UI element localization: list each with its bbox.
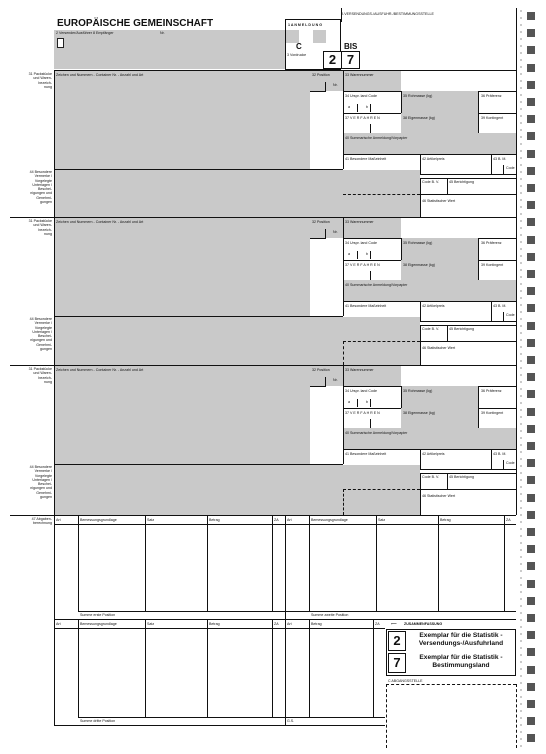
perforation-dot: [520, 535, 522, 537]
abgaben-label: 47 Abgaben- berechnung: [31, 517, 52, 526]
edge-mark: [527, 270, 535, 278]
perforation-dot: [520, 38, 522, 40]
code-bv-label-2: Code B. V.: [422, 327, 440, 331]
abgaben-betrag-1: Betrag: [209, 518, 220, 522]
anmeldung-label: 1 A N M E L D U N G: [288, 23, 323, 27]
edge-mark: [527, 46, 535, 54]
abgaben-za-2: ZA: [506, 518, 511, 522]
perforation-dot: [520, 234, 522, 236]
besondere-label-2: 44 Besondere Vermerke / Vorgelegte Unterlagen / Beschei- nigungen und Genehmi- gungen: [29, 317, 52, 352]
ursprung-b-3: b: [366, 400, 368, 404]
abgaben-bemessung-3: Bemessungsgrundlage: [80, 622, 117, 626]
kontingent-label-1: 39 Kontingent: [481, 116, 504, 120]
perforation-dot: [520, 451, 522, 453]
abgaben-art-2: Art: [287, 518, 292, 522]
bm-label-1: 43 B. M.: [493, 157, 507, 161]
ursprung-a-3: a: [348, 400, 350, 404]
perforation-dot: [520, 458, 522, 460]
perforation-dot: [520, 136, 522, 138]
nr-label-1: Nr.: [333, 83, 338, 87]
abgaben-bemessung-1: Bemessungsgrundlage: [80, 518, 117, 522]
perforation-dot: [520, 717, 522, 719]
perforation-dot: [520, 353, 522, 355]
kontingent-label-3: 39 Kontingent: [481, 411, 504, 415]
verfahren-label-3: 37 V E R F A H R E N: [345, 411, 380, 415]
abgaben-betrag-4: Betrag: [311, 622, 322, 626]
perforation-dot: [520, 157, 522, 159]
edge-mark: [527, 528, 535, 536]
artikelpreis-label-1: 42 Artikelpreis: [422, 157, 445, 161]
besondere-label-1: 44 Besondere Vermerke / Vorgelegte Unterlagen / Beschei- nigungen und Genehmi- gungen: [29, 170, 52, 205]
ursprung-a-1: a: [348, 105, 350, 109]
edge-mark: [527, 218, 535, 226]
perforation-dot: [520, 17, 522, 19]
edge-mark: [527, 511, 535, 519]
perforation-dot: [520, 297, 522, 299]
massenheit-label-2: 41 Besondere Maßeinheit: [345, 304, 387, 308]
stat-wert-label-1: 46 Statistischer Wert: [422, 199, 456, 203]
edge-mark: [527, 666, 535, 674]
edge-mark: [527, 132, 535, 140]
perforation-dot: [520, 416, 522, 418]
edge-mark: [527, 115, 535, 123]
perforation-dot: [520, 185, 522, 187]
form-title: EUROPÄISCHE GEMEINSCHAFT: [57, 18, 214, 29]
perforation-dot: [520, 360, 522, 362]
perforation-dot: [520, 479, 522, 481]
abgaben-satz-3: Satz: [147, 622, 155, 626]
copy-number-left: 2: [323, 51, 342, 69]
verfahren-label-2: 37 V E R F A H R E N: [345, 263, 380, 267]
perforation-dot: [520, 108, 522, 110]
edge-mark: [527, 236, 535, 244]
abgaben-art-3: Art: [56, 622, 61, 626]
warennummer-label-3: 33 Warennummer: [345, 368, 374, 372]
edge-mark: [527, 425, 535, 433]
perforation-dot: [520, 703, 522, 705]
perforation-dot: [520, 556, 522, 558]
praferenz-label-3: 36 Präferenz: [481, 389, 502, 393]
perforation-dot: [520, 654, 522, 656]
code-bv-label-3: Code B. V.: [422, 475, 440, 479]
perforation-dot: [520, 164, 522, 166]
warennummer-label-2: 33 Warennummer: [345, 220, 374, 224]
perforation-dot: [520, 171, 522, 173]
packstucke-label-2: 31 Packstücke und Waren- bezeich- nung: [28, 219, 52, 236]
massenheit-label-1: 41 Besondere Maßeinheit: [345, 157, 387, 161]
edge-mark: [527, 614, 535, 622]
eigenmasse-label-3: 38 Eigenmasse (kg): [403, 411, 435, 415]
perforation-dot: [520, 486, 522, 488]
zusammenfassung-arrow: ⟵: [391, 621, 398, 626]
summe-erste: Summe erste Position: [80, 613, 116, 617]
edge-mark: [527, 408, 535, 416]
perforation-dot: [520, 241, 522, 243]
perforation-dot: [520, 542, 522, 544]
perforation-dot: [520, 563, 522, 565]
description-area-1[interactable]: [54, 71, 310, 169]
perforation-dot: [520, 325, 522, 327]
perforation-dot: [520, 514, 522, 516]
summarische-label-3: 40 Summarische Anmeldung/Vorpapier: [345, 431, 408, 435]
perforation-dot: [520, 437, 522, 439]
perforation-dot: [520, 59, 522, 61]
edge-mark: [527, 184, 535, 192]
edge-mark: [527, 717, 535, 725]
summarische-label-1: 40 Summarische Anmeldung/Vorpapier: [345, 136, 408, 140]
perforation-dot: [520, 423, 522, 425]
bm-label-2: 43 B. M.: [493, 304, 507, 308]
edge-mark: [527, 287, 535, 295]
perforation-dot: [520, 283, 522, 285]
code-label-3: Code: [506, 461, 515, 465]
kontingent-label-2: 39 Kontingent: [481, 263, 504, 267]
edge-mark: [527, 734, 535, 742]
edge-mark: [527, 12, 535, 20]
perforation-dot: [520, 213, 522, 215]
perforation-dot: [520, 465, 522, 467]
exemplar-2-number: 2: [388, 631, 406, 651]
code-label-2: Code: [506, 313, 515, 317]
edge-mark: [527, 167, 535, 175]
perforation-dot: [520, 444, 522, 446]
stelle-label: A VERSENDUNGS-/AUSFUHR-/BESTIMMUNGSSTELLE: [341, 12, 434, 16]
perforation-dot: [520, 696, 522, 698]
edge-mark: [527, 322, 535, 330]
perforation-dot: [520, 66, 522, 68]
perforation-dot: [520, 724, 522, 726]
perforation-dot: [520, 682, 522, 684]
perforation-dot: [520, 689, 522, 691]
perforation-dot: [520, 367, 522, 369]
perforation-dot: [520, 605, 522, 607]
perforation-dot: [520, 332, 522, 334]
stat-wert-label-3: 46 Statistischer Wert: [422, 494, 456, 498]
perforation-dot: [520, 248, 522, 250]
bm-label-3: 43 B. M.: [493, 452, 507, 456]
perforation-dot: [520, 584, 522, 586]
perforation-dot: [520, 507, 522, 509]
perforation-dot: [520, 73, 522, 75]
perforation-dot: [520, 178, 522, 180]
edge-mark: [527, 304, 535, 312]
perforation-dot: [520, 255, 522, 257]
ursprung-label-1: 34 Urspr. land Code: [345, 94, 377, 98]
summe-zweite: Summe zweite Position: [311, 613, 349, 617]
perforation-dot: [520, 87, 522, 89]
besondere-label-3: 44 Besondere Vermerke / Vorgelegte Unterlagen / Beschei- nigungen und Genehmi- gungen: [29, 465, 52, 500]
edge-mark: [527, 390, 535, 398]
perforation-dot: [520, 577, 522, 579]
nr-label: Nr.: [160, 31, 165, 35]
perforation-dot: [520, 633, 522, 635]
perforation-dot: [520, 409, 522, 411]
gs-label: G.S.: [287, 719, 295, 723]
ursprung-label-3: 34 Urspr. land Code: [345, 389, 377, 393]
perforation-dot: [520, 129, 522, 131]
perforation-dot: [520, 668, 522, 670]
perforation-dot: [520, 94, 522, 96]
zeichen-label-1: Zeichen und Nummern - Container Nr. - Anzahl und Art: [56, 73, 144, 77]
perforation-dot: [520, 619, 522, 621]
perforation-dot: [520, 626, 522, 628]
perforation-dot: [520, 346, 522, 348]
copy-number-right: 7: [341, 51, 360, 69]
perforation-dot: [520, 710, 522, 712]
berichtigung-label-3: 45 Berichtigung: [449, 475, 474, 479]
summe-dritte: Summe dritte Position: [80, 719, 116, 723]
perforation-dot: [520, 45, 522, 47]
berichtigung-label-1: 45 Berichtigung: [449, 180, 474, 184]
rohmasse-label-2: 35 Rohmasse (kg): [403, 241, 433, 245]
position-label-3: 32 Position: [312, 368, 330, 372]
perforation-dot: [520, 381, 522, 383]
perforation-dot: [520, 388, 522, 390]
edge-mark: [527, 253, 535, 261]
abgaben-art-1: Art: [56, 518, 61, 522]
artikelpreis-label-2: 42 Artikelpreis: [422, 304, 445, 308]
abgaben-betrag-2: Betrag: [440, 518, 451, 522]
perforation-dot: [520, 31, 522, 33]
c-label: C: [296, 42, 302, 51]
perforation-dot: [520, 374, 522, 376]
edge-mark: [527, 64, 535, 72]
perforation-dot: [520, 122, 522, 124]
edge-mark: [527, 683, 535, 691]
perforation-dot: [520, 549, 522, 551]
ursprung-b-1: b: [366, 105, 368, 109]
rohmasse-label-3: 35 Rohmasse (kg): [403, 389, 433, 393]
perforation-dot: [520, 24, 522, 26]
bis-label: BIS: [344, 42, 358, 51]
packstucke-label-1: 31 Packstücke und Waren- bezeich- nung: [28, 72, 52, 89]
perforation-dot: [520, 570, 522, 572]
abgaben-za-3: ZA: [274, 622, 279, 626]
edge-mark: [527, 562, 535, 570]
edge-mark: [527, 201, 535, 209]
praferenz-label-2: 36 Präferenz: [481, 241, 502, 245]
anmeldung-field-2[interactable]: [313, 30, 326, 43]
edge-mark: [527, 81, 535, 89]
perforation-dot: [520, 276, 522, 278]
artikelpreis-label-3: 42 Artikelpreis: [422, 452, 445, 456]
edge-mark: [527, 150, 535, 158]
edge-mark: [527, 494, 535, 502]
position-label-1: 32 Position: [312, 73, 330, 77]
perforation-dot: [520, 493, 522, 495]
edge-mark: [527, 339, 535, 347]
edge-mark: [527, 648, 535, 656]
description-area-2[interactable]: [54, 218, 310, 316]
abgaben-za-4: ZA: [375, 622, 380, 626]
perforation-dot: [520, 115, 522, 117]
berichtigung-label-2: 45 Berichtigung: [449, 327, 474, 331]
perforation-dot: [520, 304, 522, 306]
abgangsstelle-label: C ABGANGSSTELLE: [388, 679, 423, 683]
edge-mark: [527, 98, 535, 106]
code-bv-label-1: Code B. V.: [422, 180, 440, 184]
exemplar-2-text: Exemplar für die Statistik - Versendungs-/Ausfuhrland: [418, 632, 504, 647]
edge-mark: [527, 476, 535, 484]
besondere-area-3[interactable]: [54, 465, 420, 515]
perforation-dot: [520, 731, 522, 733]
perforation-dot: [520, 675, 522, 677]
packstucke-label-3: 31 Packstücke und Waren- bezeich- nung: [28, 367, 52, 384]
perforation-dot: [520, 430, 522, 432]
perforation-dot: [520, 10, 522, 12]
sender-box[interactable]: [54, 30, 285, 69]
perforation-dot: [520, 52, 522, 54]
zeichen-label-2: Zeichen und Nummern - Container Nr. - Anzahl und Art: [56, 220, 144, 224]
abgaben-satz-1: Satz: [147, 518, 155, 522]
exemplar-7-number: 7: [388, 653, 406, 673]
perforation-dot: [520, 311, 522, 313]
abgaben-za-1: ZA: [274, 518, 279, 522]
perforation-dot: [520, 143, 522, 145]
perforation-dot: [520, 402, 522, 404]
abgaben-satz-2: Satz: [378, 518, 386, 522]
abgaben-betrag-3: Betrag: [209, 622, 220, 626]
perforation-dot: [520, 150, 522, 152]
perforation-dot: [520, 640, 522, 642]
perforation-dot: [520, 339, 522, 341]
perforation-dot: [520, 598, 522, 600]
eigenmasse-label-2: 38 Eigenmasse (kg): [403, 263, 435, 267]
sender-checkbox[interactable]: [57, 38, 64, 48]
zeichen-label-3: Zeichen und Nummern - Container Nr. - Anzahl und Art: [56, 368, 144, 372]
perforation-dot: [520, 472, 522, 474]
perforation-dot: [520, 612, 522, 614]
edge-mark: [527, 580, 535, 588]
abgaben-art-4: Art: [287, 622, 292, 626]
perforation-dot: [520, 227, 522, 229]
perforation-dot: [520, 199, 522, 201]
rohmasse-label-1: 35 Rohmasse (kg): [403, 94, 433, 98]
praferenz-label-1: 36 Präferenz: [481, 94, 502, 98]
abgaben-bemessung-2: Bemessungsgrundlage: [311, 518, 348, 522]
perforation-dot: [520, 395, 522, 397]
edge-mark: [527, 373, 535, 381]
warennummer-label-1: 33 Warennummer: [345, 73, 374, 77]
perforation-dot: [520, 591, 522, 593]
ursprung-b-2: b: [366, 252, 368, 256]
zusammenfassung-label: ZUSAMMENFASSUNG: [404, 622, 443, 626]
stat-wert-label-2: 46 Statistischer Wert: [422, 346, 456, 350]
perforation-dot: [520, 500, 522, 502]
perforation-dot: [520, 220, 522, 222]
perforation-dot: [520, 192, 522, 194]
nr-label-3: Nr.: [333, 378, 338, 382]
edge-mark: [527, 29, 535, 37]
ursprung-label-2: 34 Urspr. land Code: [345, 241, 377, 245]
description-area-3[interactable]: [54, 366, 310, 464]
vordrucke-label: 3 Vordrucke: [287, 53, 307, 57]
perforation-dot: [520, 80, 522, 82]
perforation-dot: [520, 290, 522, 292]
edge-mark: [527, 700, 535, 708]
perforation-dot: [520, 206, 522, 208]
edge-mark: [527, 631, 535, 639]
perforation-dot: [520, 647, 522, 649]
edge-mark: [527, 597, 535, 605]
perforation-dot: [520, 101, 522, 103]
perforation-dot: [520, 661, 522, 663]
massenheit-label-3: 41 Besondere Maßeinheit: [345, 452, 387, 456]
eigenmasse-label-1: 38 Eigenmasse (kg): [403, 116, 435, 120]
verfahren-label-1: 37 V E R F A H R E N: [345, 116, 380, 120]
perforation-dot: [520, 745, 522, 747]
perforation-dot: [520, 318, 522, 320]
exemplar-7-text: Exemplar für die Statistik - Bestimmungsland: [419, 654, 503, 669]
perforation-dot: [520, 262, 522, 264]
edge-mark: [527, 442, 535, 450]
summarische-label-2: 40 Summarische Anmeldung/Vorpapier: [345, 283, 408, 287]
code-label-1: Code: [506, 166, 515, 170]
perforation-dot: [520, 269, 522, 271]
perforation-dot: [520, 528, 522, 530]
position-label-2: 32 Position: [312, 220, 330, 224]
edge-mark: [527, 545, 535, 553]
nr-label-2: Nr.: [333, 230, 338, 234]
edge-mark: [527, 459, 535, 467]
perforation-dot: [520, 738, 522, 740]
ursprung-a-2: a: [348, 252, 350, 256]
edge-mark: [527, 356, 535, 364]
sender-label: 2 Versender/Ausführer 8 Empfänger: [56, 31, 114, 35]
perforation-dot: [520, 521, 522, 523]
